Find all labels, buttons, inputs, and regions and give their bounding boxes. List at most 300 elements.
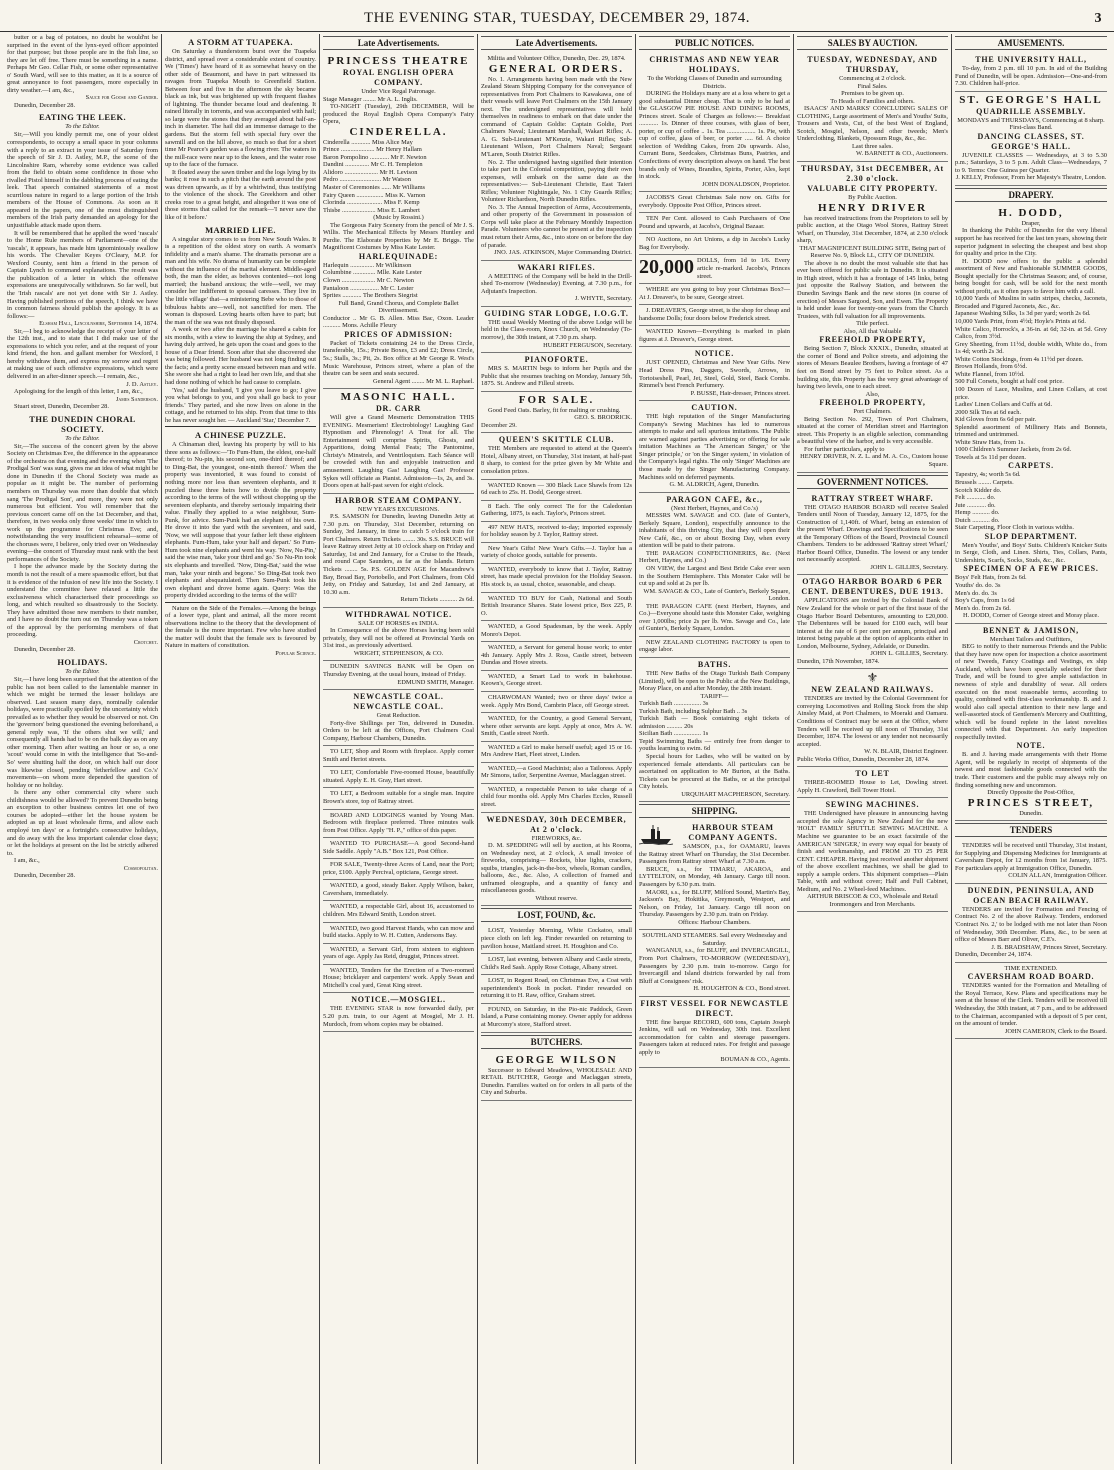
tenders-signature: COLIN ALLAN, Immigration Officer. xyxy=(1008,872,1107,880)
harbour-subtitle: NEW YEAR'S EXCURSIONS. xyxy=(357,505,440,513)
wilson-name: GEORGE WILSON xyxy=(495,1053,618,1066)
bennet-subtitle: Merchant Tailors and Outfitters, xyxy=(989,635,1073,643)
holidays-heading: HOLIDAYS. xyxy=(57,657,108,668)
driver-name: HENRY DRIVER xyxy=(817,201,928,214)
choral-body: I hope the advance made by the Society during the month is not the result of a mere spasmodic effort, but that it is evidence of the infusion of new life into the Society. I understand the committee have relaxed a little the exclusiveness which characterised their proceedings so long, and which resulted so disastrously to the Society. They have admitted those new members to their number, and I have no doubt the turn out on Thursday was a token of the approval by the performing members of that proceeding. xyxy=(7,563,158,639)
small-ad-text: WANTED, a Servant for general house work; to enter 4th January. Apply Mrs J. Ross, Castle street, between Dundas and Howe streets. xyxy=(481,644,632,667)
caution-body: THE high reputation of the Singer Manufacturing Company's Sewing Machines has led to numerous attempts to make and sell spurious imitations. The Public are warned against parties advertising or offering for sale imitation Machines as 'The American Singer,' or 'the Singer principle,' or 'on the Singer system,' in violation of the Company's legal rights. The only 'Singer' Machines are those made by the Singer Manufacturing Company. Machines sold on deferred payments. xyxy=(639,413,790,481)
ballet-note: Full Band, Grand Chorus, and Complete Ballet Divertissement. xyxy=(338,299,459,315)
sale-last: Last three sales. xyxy=(852,142,893,150)
small-ad-text: LOST, in Regent Road, on Christmas Eve, a Coat with superintendent's Book in pocket. Finder rewarded on returning it to H. Raw, office, Graham street. xyxy=(481,977,632,1000)
specimen-list: Boys' Felt Hats, from 2s 6d. Youths' do. do. 3s Men's do. do. 3s Boy's Caps, from 1s 6d Men's do. from 2s 6d. xyxy=(955,574,1027,612)
dancing-title: DANCING CLASSES, ST. GEORGE'S HALL. xyxy=(977,131,1085,151)
leek-close: Apologising for the length of this letter, I am, &c., xyxy=(14,388,143,396)
dodd-price-list: 10,000 Yards of Muslins in satin stripes, checks, Jaconets, Brocaded and Figured Jaconets, &c., &c. Japanese Washing Silks, 1s 3d per yard; worth 2s 6d. 10,000 Yards Print, from 4½d; Hoyle's Prints at 6d. White Calico, Horrock's, a 36-in. at 6d; 32-in. at 5d. Grey Calico, from 3½d. Grey Sheeting, from 11½d, double width, White do., from 1s 4d; worth 2s 3d. White Cotton Stockings, from 4s 11½d per dozen. Brown Hollands, from 6½d. White Flannel, from 10½d. 500 Full Corsets, bought at half cost price. 100 Dozen of Lace, Muslins, and Linen Collars, at cost price. Ladies' Linen Collars and Cuffs at 6d. 2000 Silk Ties at 6d each. Kid Gloves from 6s 6d per pair. Splendid assortment of Millinery Hats and Bonnets, trimmed and untrimmed. White Straw Hats, from 1s. 1000 Children's Summer Jackets, from 2s 6d. Towels at 5s 11d per dozen. xyxy=(955,295,1107,461)
withdrawal-body: In Consequence of the above Horses having been sold privately, they will not be offered at Provincial Yards on 31st inst., as previously advertised. xyxy=(323,627,474,650)
holidays-signature: Cosmopolitan. xyxy=(123,864,158,872)
property-sale-method: By Public Auction. xyxy=(848,194,897,202)
sewing-ad xyxy=(797,798,948,912)
quadrille-title: QUADRILLE ASSEMBLY. xyxy=(976,106,1086,116)
st-george-ad xyxy=(955,92,1107,186)
sewing-title: SEWING MACHINES. xyxy=(825,800,920,810)
coal-subtitle: Great Reduction. xyxy=(376,712,421,720)
wanganui-text: WANGANUI, s.s., for BLUFF, and INVERCARGILL, From Port Chalmers, TO-MORROW (WEDNESDAY), Passengers by 2.30 p.m. train to-morrow. Cargo for Invercargill and Island districts forwarded by rail from Bluff at Consignees' risk. xyxy=(639,947,790,985)
wakari-title: WAKARI RIFLES. xyxy=(517,262,596,272)
time-extended: TIME EXTENDED. xyxy=(1004,964,1058,972)
railways-body: TENDERS are invited by the Colonial Government for conveying Locomotives and Rolling Stock from the ship Ainsley Maid, at Port Chalmers, to Moeraki and Oamaru. Conditions of Contract may be seen at the Office, where Tenders will be received up till noon of Thursday, 31st December, 1874. The lowest or any tender not necessarily accepted. xyxy=(797,695,948,748)
orders-body: No. 1. Arrangements having been made with the New Zealand Steam Shipping Company for the conveyance of representatives from Port Chalmers to Kawakawa, one of their vessels will leave Port Chalmers on the 15th January next. The undersigned representatives will hold themselves in readiness to embark on that date under the command of Captain Goldie: Captain Goldie, Port Chalmers Naval; Lieutenant Marshall, Wakari Rifles; A. A. G. Sub-Lieutenant M'Kenzie, Wakari Rifles; Sub-Lieutenant Wilson, Port Chalmers Naval; Sergeant M'Laren, South District Rifles. xyxy=(481,75,632,159)
small-ad-text: FOR SALE, Twenty-three Acres of Land, near the Port; price, £100. Apply Percival, opticians, George street. xyxy=(323,861,474,876)
bennet-title: BENNET & JAMISON, xyxy=(983,625,1079,635)
small-ad xyxy=(481,501,632,522)
piano-ad xyxy=(481,353,632,392)
shipping-heading: SHIPPING. xyxy=(639,804,790,818)
paragon-text: THE PARAGON CAFE (next Herbert, Haynes, and Co.)—Everyone should taste this Monster Cake, weighing over 1,000lbs; price 2s per lb. Wm. Savage and Co., late of Gunter's, Berkely Square, London. xyxy=(639,602,790,633)
juvenile-body: JUVENILE CLASSES — Wednesdays, at 3 to 5.30 p.m.; Saturdays, 3 to 5 p.m. Adult Class—Wednesdays, 7 to 9. Terms: One Guinea per Quarter. xyxy=(955,151,1107,174)
columns xyxy=(4,34,1110,1464)
small-ad-text: New Year's Gifts! New Year's Gifts.—J. Taylor has a variety of choice goods, suitable for presents. xyxy=(481,544,632,560)
holidays-body: Sir,—I have long been surprised that the attention of the public has not been called to the lamentable manner in which we might be termed the lesser holidays are observed. Last season many days, nominally calendar holidays, were practically spoiled by the uncertainty which prevailed as to whether they would be observed or not. On the 'governors' being questioned the evening beforehand, a general reply was, 'If the others shut we will,' and consequently all hands had to be on the balk day as on any other morning. Then after waiting an hour or so, a one 'scout' would come in with the intelligence that 'So-and-So' were shutting half the door, on which half our door was likewise closed, pending 'fetherfellow and Co.'s' movements—on whom more depended the question of holiday or no holiday. xyxy=(7,676,158,789)
tenders-ad xyxy=(955,840,1107,884)
sale-note: To Heads of Families and others. xyxy=(830,97,915,105)
savings-signature: EDMUND SMITH, Manager. xyxy=(397,678,474,686)
property-sale-title: VALUABLE CITY PROPERTY. xyxy=(807,184,938,194)
newcastle-signature: BOUMAN & CO., Agents. xyxy=(720,1056,790,1064)
puzzle-heading: A CHINESE PUZZLE. xyxy=(194,430,287,441)
coal-body: Forty-five Shillings per Ton, delivered in Dunedin. Orders to be left at the Offices, Port Chalmers Coal Company, Harbour Chambers, Dunedin. xyxy=(323,719,474,742)
small-ad xyxy=(323,810,474,839)
debentures-body: APPLICATIONS are invited by the Colonial Bank of New Zealand for the whole or part of the first issue of the Otago Harbor Board Debentures, amounting to £20,000. The Debentures will be issued for £100 each, will bear interest at the rate of 6 per cent per annum, principal and interest being payable at the option of applicants either in London, Melbourne, Sydney, Adelaide, or Dunedin. xyxy=(797,597,948,650)
masonic-ad xyxy=(323,389,474,493)
newcastle-ad xyxy=(639,997,790,1068)
caversham-ad xyxy=(955,963,1107,1039)
harbour-office: Offices: Harbour Chambers. xyxy=(678,918,751,926)
forsale-ad xyxy=(481,392,632,434)
small-ad-text: WANTED, a respectable Girl, about 16, accustomed to children. Mrs Edward Smith, London street. xyxy=(323,903,474,919)
section-heading: Late Advertisements. xyxy=(481,36,632,50)
bennet-ad xyxy=(955,624,1107,821)
small-ad-text: TO LET, a Bedroom suitable for a single man. Inquire Brown's store, top of Rattray street. xyxy=(323,790,474,806)
section-heading: SALES BY AUCTION. xyxy=(797,36,948,50)
southland-ad xyxy=(639,930,790,996)
small-ad xyxy=(323,767,474,788)
choral-body: Sir,—The success of the concert given by the above Society on Christmas Eve, the difference in the appearance of the orchestra on that evening and the evening when 'The Prodigal Son' was sung, gives me an idea of what might be done in Dunedin if the Choral Society was made as popular as it might be. The number of performing members on Thursday was more than double that which sang 'The Prodigal Son', and more, they were not only numerous but efficient. You will remember that the previous concert came off on the 1st December, and that, therefore, in two weeks only three weeks' time in which to work up the programme for Christmas Eve; and, notwithstanding the very insufficient rehearsal—some of the choruses were, I believe, only tried over on Wednesday evening—the concert of Thursday must rank with the best performances of the Society. xyxy=(7,442,158,563)
withdrawal-title: WITHDRAWAL NOTICE. xyxy=(345,609,452,619)
wakari-signature: J. WHYTE, Secretary. xyxy=(574,295,632,303)
withdrawal-signature: WRIGHT, STEPHENSON, & CO. xyxy=(353,649,444,657)
small-ad xyxy=(481,480,632,501)
theatre-patronage: Under Vice Regal Patronage. xyxy=(361,88,436,95)
small-ad xyxy=(323,944,474,965)
tenders-body: TENDERS will be received until Thursday, 31st instant, for Supplying and Dispensing Medicines for Immigrants at Caversham Depot, for 12 months from 1st January, 1875. For particulars apply at Immigration Office, Dunedin. xyxy=(955,842,1107,872)
conductor: Conductor .. Mr G. B. Allen. Miss Bac, Oxon. Leader ........... Mons. Achille Fleury xyxy=(323,314,474,330)
debentures-signature: JOHN L. GILLIES, Secretary. xyxy=(870,650,948,658)
withdrawal-ad xyxy=(323,608,474,662)
rattray-title: RATTRAY STREET WHARF. xyxy=(811,493,934,503)
dodd-name: H. DODD, xyxy=(998,206,1064,219)
small-ad-text: WANTED TO PURCHASE—A good Second-hand Side Saddle. Apply "A.B." Box 121, Post Office. xyxy=(323,840,474,855)
harbour-ad xyxy=(323,494,474,608)
leek-signature: James Sanderson. xyxy=(115,395,158,403)
st-george-title: ST. GEORGE'S HALL xyxy=(959,93,1103,106)
leek-letter-signature: J. D. Astley. xyxy=(126,380,158,388)
sale-time: Commencing at 2 o'clock. xyxy=(839,75,906,82)
railways-title: NEW ZEALAND RAILWAYS. xyxy=(811,685,934,695)
letter-signature: Sauce for Goose and Gander. xyxy=(85,94,158,102)
small-ad-text: TO LET, Comfortable Five-roomed House, beautifully situated. Apply E. H. Gray, Hart street. xyxy=(323,769,474,784)
leek-body: It will be remembered that he applied the word 'rascals' to the Home Rule members of Parliament—one of the 'rascals', it appears, has made him ignominiously swallow his words. The Chevalier Keyes O'Cleary, M.P. for Wexford County, sent him a friend in the person of Captain Lynch to command explanations. The result was the publication of a letter in which the offensive expressions are unequivocally withdrawn. So far well, but the 'Irish rascals' are not yet done with Sir J. Astley. Having published portions of the speech, I think we have in common fairness should publish the apology. It is as follows:— xyxy=(7,229,158,320)
mosgiel-title: NOTICE.—MOSGIEL. xyxy=(351,995,446,1005)
fireworks-body: D. M. SPEDDING will sell by auction, at his Rooms, on Wednesday next, at 2 o'clock, A small invoice of fireworks, comprising— Rockets, blue lights, crackers, squibs, triangles, jack-in-the-box, wheels, Roman candles, balloons, &c., &c. Also, A collection of framed and unframed oleographs, and a quantity of fancy and miscellaneous goods. xyxy=(481,842,632,895)
clothing-sale-ad xyxy=(797,53,948,162)
university-hall-ad xyxy=(955,53,1107,92)
orders-signature: JNO. JAS. ATKINSON, Major Commanding District. xyxy=(494,249,632,257)
married-heading: MARRIED LIFE. xyxy=(205,224,276,235)
caution-title: CAUTION. xyxy=(691,403,738,413)
paragon-subtitle: (Next Herbert, Haynes, and Co.'s) xyxy=(671,504,758,512)
xmas-title: CHRISTMAS AND NEW YEAR HOLIDAYS. xyxy=(649,55,780,74)
piano-body: MRS S. MARTIN begs to inform her Pupils and the Public that she resumes teaching on Monday, January 5th, 1875. St. Andrew and Filleul streets. xyxy=(481,365,632,388)
butchers-heading: BUTCHERS. xyxy=(481,1035,632,1049)
small-ad-text: WANTED, everybody to know that J. Taylor, Rattray street, has made special provision for the Holiday Season. His stock is, as usual, choice, seasonable, and cheap. xyxy=(481,565,632,588)
samson-text: SAMSON, p.s., for OAMARU, leaves the Rattray street Wharf on Thursday, the 31st December. Passengers from Rattray street Wharf at 7.30 a.m. xyxy=(639,843,790,866)
married-body: 'Yes,' said the husband, 'I give you leave to go; I give you what belongs to you, and you shall go back to your friends.' They parted, and she now lives on alone in the cottage, and he returned to his ship. From that time to this he has never sought her. — Auckland 'Star,' December 7. xyxy=(165,386,316,424)
debentures-date: Dunedin, 17th November, 1874. xyxy=(797,657,880,665)
dreaver-ad xyxy=(639,284,790,305)
savings-body: DUNEDIN SAVINGS BANK will be Open on Thursday Evening, at the usual hours, instead of Friday. xyxy=(323,663,474,678)
freehold-body: Being Section No. 292, Town of Port Chalmers, situated at the corner of Meridian street and Harrington street. This Property is an eligible selection, commanding a beautiful view of the harbor, and is very accessible. xyxy=(797,415,948,446)
savings-ad xyxy=(323,661,474,690)
notice-title: NOTICE. xyxy=(694,349,735,359)
orders-body: No. 2. The undersigned having signified their intention to take part in the Colonial competition, paying their own expenses, will embark on the same date as the representatives:— Sub-Lieutenant Christie, East Taieri Rifles; Volunteer Nightingale, No. 1 City Guards Rifles; Volunteer Richardson, North Dunedin Rifles. xyxy=(481,158,632,204)
tolet-body: THREE-ROOMED House to Let, Dowling street. Apply H. Crawford, Bell Tower Hotel. xyxy=(797,779,948,794)
scenery-credits: The Gorgeous Fairy Scenery from the pencil of Mr J. S. Willis. The Mechanical Effects by Messrs Huntley and Purdie. The Elaborate Properties by Mr E. Briggs. The Magnificent Costumes by Miss Kate Lester. xyxy=(323,221,474,252)
leek-letter: Sir,—I beg to acknowledge the receipt of your letter of the 12th inst., and to state that I did make use of the expressions to which you refer, and at the request of your kind friend, the hon. and gallant member for Wexford, I hereby withdraw them, and express my sorrow and regret at making use of such offensive expressions, which were delivered in an after-dinner speech.—I remain, &c., xyxy=(7,327,158,380)
caution-ad xyxy=(639,401,790,492)
small-ad-text: WANTED, a Good Spadesman, by the week. Apply Monro's Depot. xyxy=(481,623,632,638)
sale-premises: Premises to be given up. xyxy=(841,90,904,98)
southland-title: SOUTHLAND STEAMERS. Sail every Wednesday and Saturday. xyxy=(642,932,787,947)
masonic-performer: DR. CARR xyxy=(375,404,422,414)
column-2 xyxy=(162,34,320,1464)
column-4 xyxy=(478,34,636,1464)
small-ad xyxy=(481,692,632,713)
small-ad xyxy=(323,746,474,767)
puzzle-body: A Chinaman died, leaving his property by will to his three sons as follows:—'To Fum-Hum, the eldest, one-half thereof; to Nu-pin, his second son, one-third thereof; and to Ding-Bat, the youngest, one-ninth thereof.' When the property was inventoried, it was found to consist of nothing more nor less than seventeen elephants, and it puzzled these three heirs how to divide the property according to the terms of the will without chopping up the seventeen elephants, and thereby seriously impairing their value. Finally they applied to a wise neighbour, Sum-Punk, for advice. Sum-Punk had an elephant of his own. He drove it into the yard with the seventeen, and said, 'Now, we will suppose that your father left these eighteen elephants. Fum-Hum, take your half and depart.' So Fum-Hum took nine elephants and went his way. 'Now, Nu-Pin,' said the wise man, 'take your third and go.' So Nu-Pin took six elephants and travelled. 'Now, Ding-Bat,' said the wise man, 'take your ninth and begone.' So Ding-Bat took two elephants and absquatulated. Then Sum-Punk took his own elephant and drove home again. Query: Was the property divided according to the terms of the will? xyxy=(165,441,316,600)
drapery-heading: DRAPERY. xyxy=(955,188,1107,202)
kelly-signature: J. KELLY, Professor, From her Majesty's Theatre, London. xyxy=(955,174,1107,182)
harbour-agents-ad xyxy=(639,821,790,930)
holidays-close: I am, &c., xyxy=(14,857,40,865)
driver-description: The above is no doubt the most valuable site that has ever been offered for public sale in Dunedin. It is situated in High street, which it has a frontage of 145 links, being just opposite the Railway Station, and between the Dunedin Savings Bank and the new stores (in course of erection) of Messrs Sargood, Son, and Ewen. The Property is held under lease for twenty-one years from the Church Trustees, with full valuation for all improvements. xyxy=(797,259,948,320)
small-ad xyxy=(481,763,632,784)
xmas-ad xyxy=(639,53,790,192)
storm-body: It floated away the sawn timber and the logs lying by its banks; it rose in such a pitch that the earth around the post was driven upwards, as if by a whirlwind, thus testifying to the violence of the shock. The Greekhorn and other creeks rose to a great height, and altogether it was one of those storms that called for the remark—'I never saw the like of it before.' xyxy=(165,168,316,222)
peninsula-title: DUNEDIN, PENINSULA, AND OCEAN BEACH RAILWAY. xyxy=(967,885,1095,905)
note-address: Directly Opposite the Post-Office, xyxy=(987,789,1075,797)
dreaver-ad xyxy=(639,305,790,326)
railways-signature: W. N. BLAIR, District Engineer. xyxy=(864,748,948,756)
small-ad-text: WANTED TO BUY for Cash, National and South British Insurance Shares. State lowest price, Box 225, P. O. xyxy=(481,594,632,617)
debentures-title: OTAGO HARBOR BOARD 6 PER CENT. DEBENTURES, DUE 1913. xyxy=(801,577,944,597)
quadrille-body: MONDAYS and THURSDAYS, Commencing at 8 sharp. xyxy=(957,116,1105,124)
small-ad xyxy=(481,621,632,642)
government-heading: GOVERNMENT NOTICES. xyxy=(797,475,948,489)
column-1 xyxy=(4,34,162,1464)
note-title: NOTE. xyxy=(1016,741,1046,751)
choral-date: Dunedin, December 28. xyxy=(14,646,76,654)
dreaver-text: J. DREAVER'S, George street, is the shop for cheap and handsome Dolls; four doors below Frederick street. xyxy=(639,307,790,322)
star-lodge-title: GUIDING STAR LODGE, I.O.G.T. xyxy=(484,308,629,318)
leek-heading: EATING THE LEEK. xyxy=(38,112,127,123)
xmas-body: DURING the Holidays many are at a loss where to get a good substantial Dinner cheap. That is only to be had at the GLASGOW PIE HOUSE AND DINING ROOMS, Princes street. Scale of Charges as follows:— Breakfast ............ 1s. Dinner of three courses, with glass of beer, porter, or cup of coffee .. 1s. Tea .................. 1s. Pie, with cup of coffee, glass of beer, or porter ..... 6d. A choice selection of Wedding Cakes, from 20s upwards. Also, Currant Buns, Seedcakes, Christmas Buns, Pastries, and Confections of every description always on hand. The best brands only of Wines, Brandies, Spirits, Porter, Ales, kept in stock. xyxy=(639,90,790,181)
small-ad-text: WANTED a Girl to make herself useful; aged 15 or 16. Mrs Andrew Hart, Fleet street, Linden. xyxy=(481,743,632,759)
section-heading: AMUSEMENTS. xyxy=(955,36,1107,50)
debentures-ad xyxy=(797,575,948,669)
masthead xyxy=(0,6,1114,32)
notice-ad xyxy=(639,347,790,401)
coal-title: NEWCASTLE COAL. NEWCASTLE COAL. xyxy=(353,692,444,712)
tolet-title: TO LET xyxy=(855,769,890,779)
fireworks-title: FIREWORKS, &c. xyxy=(531,834,582,842)
small-ad xyxy=(481,671,632,692)
small-ad-text: LOST, Yesterday Morning, White Cockatoo, small piece cloth on left leg. Finder rewarded on returning to pavilion house, Maitland street. H. Houghton and Co. xyxy=(481,927,632,950)
xmas-signature: JOHN DONALDSON, Proprietor. xyxy=(701,180,790,188)
mosgiel-body: THE EVENING STAR is now forwarded daily, per 5.20 p.m. train, to our Agent at Mosgiel, Mr J. H. Murdoch, from whom copies may be obtained. xyxy=(323,1005,474,1028)
small-ad-text: FOUND, on Saturday, in the Pio-nic Paddock, Green Island, a Purse containing money. Owner apply for address at Murcomy's store, Stafford street. xyxy=(481,1005,632,1028)
slop-body: Men's Youths', and Boys' Suits. Children's Knicker Suits in Serge, Cloth, and Linen. Shirts, Ties, Collars, Pants, Undershirts, Scarfs, Socks, Studs, &c., &c. xyxy=(955,541,1107,564)
harlequinade-title: HARLEQUINADE: xyxy=(358,251,439,261)
small-ad-text: WANTED, a Servant Girl, from sixteen to eighteen years of age. Apply Jas Reid, druggist, Princes street. xyxy=(323,945,474,961)
small-ad xyxy=(481,784,632,813)
fireworks-reserve: Without reserve. xyxy=(535,894,578,902)
nz-clothing-text: NEW ZEALAND CLOTHING FACTORY is open to engage labor. xyxy=(639,638,790,654)
paragon-text: ON VIEW, the Largest and Best Bride Cake ever seen in the Southern Hemisphere. This Monster Cake will be cut up and sold at 2s per lb. xyxy=(639,564,790,588)
tariff-title: TARIFF— xyxy=(700,692,729,700)
lost-found-list xyxy=(481,925,632,1032)
nz-clothing-ad xyxy=(639,637,790,658)
dreaver-text: WANTED Known—Everything is marked in plain figures at J. Dreaver's, George street. xyxy=(639,328,790,343)
driver-site: THAT MAGNIFICENT BUILDING SITE, Being part of Reserve No. 9, Block LL, CITY OF DUNEDIN. xyxy=(799,244,946,260)
small-ad xyxy=(323,901,474,922)
small-ad-text: WANTED, for the Country, a good General Servant, where other servants are kept. Apply at once, Mrs A. W. Smith, Castle street North. xyxy=(481,715,632,738)
peninsula-ad xyxy=(955,884,1107,963)
tariff-list: Turkish Bath ................. 3s Turkish Bath, including Sulphur Bath .. 3s Turkish Bath — Book containing eight tickets of admission .......... 20s Sicilian Bath ................. 1s Tepid Swimming Baths — entirely free from danger to youths learning to swim. 6d xyxy=(639,700,790,753)
rattray-ad xyxy=(797,492,948,576)
married-body: A week or two after the marriage he shared a cabin for six months, with a view to leaving the ship at Sydney, and having duly arrived, he gets upon the coast and goes to the house of a Dear friend. Soon after that she discovered she was being followed. Her husband was not long finding out the facts; and a pretty scene ensued between man and wife. She swore she had a right to lead her own life, and that she had done nothing of which he had cause to complain. xyxy=(165,326,317,386)
leek-body: Sir,—Will you kindly permit me, one of your oldest correspondents, to occupy a small space in your columns with a reply to an extract in your issue of Saturday from the speech of Sir J. D. Astley, M.P., the scene of the Lincolnshire Ram, whereby some evidence was called from the field to obtain some confidence in those who rivalled Pistol himself in the dabbling process of eating the leek. That speech contained statements of a most scurrilous nature in regard to a large portion of the Irish members of the House of Commons. As soon as it appeared in the papers, one of the most distinguished members of the Irish party demanded an apology for the unjustifiable attack made upon them. xyxy=(7,131,158,230)
dodd-ad xyxy=(955,205,1107,624)
jacobs-ad xyxy=(639,192,790,213)
paragon-signature: WM. SAVAGE & CO., Late of Gunter's, Berkely Square, London. xyxy=(643,587,790,603)
dodd-signature: H. DODD, Corner of George street and Moray place. xyxy=(963,612,1099,620)
sale-signature: W. BARNETT & CO., Auctioneers. xyxy=(856,150,948,158)
also: Also, xyxy=(865,390,880,398)
carpets-list: Tapestry, 4s; worth 5s 6d. Brussels ........ Carpets. Scotch Kidder do. Felt ............ do. Jute ............ do. Hemp ........... do. Dutch ........... do. Stair Carpeting, Floor Cloth in various widths. xyxy=(955,471,1074,532)
skittle-title: QUEEN'S SKITTLE CLUB. xyxy=(498,435,615,445)
xmas-subtitle: To the Working Classes of Dunedin and surrounding Districts. xyxy=(647,75,782,90)
further-particulars: For further particulars, apply to xyxy=(804,445,885,453)
storm-body: On Saturday a thunderstorm burst over the Tuapeka district, and spread over a considerable extent of country. We ('Times') have heard of it as somewhat heavy on the other side of Beaumont, and have in part witnessed its ravages from Tuapeka Mouth to Greenfield Station. Between four and five in the afternoon the sky became black as ink, but was brightened up with frequent flashes of lightning. The thunder became loud and deafening. It rained literally in torrents, and was accompanied with hail; so large were the stones that they averaged about half-an-inch in diameter. The hail did an immense damage to the gardens. But the storm fell with special fury over the sawmill and on the hill above, so much so that for a short time Mr Pearce's garden was a flowing river. The waters in the mill-race were near up to the knees, and the water rose up to the face of the furnace. xyxy=(165,48,316,169)
sale-date: TUESDAY, WEDNESDAY, AND THURSDAY, xyxy=(807,55,938,74)
baths-signature: URQUHART MACPHERSON, Secretary. xyxy=(681,790,790,798)
orders-ad xyxy=(481,53,632,261)
column-7 xyxy=(952,34,1110,1464)
coal-ad xyxy=(323,690,474,746)
jacobs-text: JACOBS'S Great Christmas Sale now on. Gifts for everybody. Opposite Post Office, Princes street. xyxy=(639,194,790,209)
slop-title: SLOP DEPARTMENT. xyxy=(984,531,1078,541)
small-ad xyxy=(481,742,632,763)
peninsula-signature: J. B. BRADSHAW, Princes Street, Secretary. xyxy=(991,943,1107,951)
females-credit: Popular Science. xyxy=(275,650,316,658)
freehold-body: Being Section 7, Block XXXIX., Dunedin, situated at the corner of Bond and Police streets, and adjoining the stores of Messrs Beaulee Brothers, having a frontage of 47 feet on Bond street by 75 feet to Police street. As a building site, this Property has the very great advantage of having two levels, one to each street. xyxy=(797,345,948,391)
caversham-title: CAVERSHAM ROAD BOARD. xyxy=(967,972,1095,982)
militia-office: Militia and Volunteer Office, Dunedin, Dec. 29, 1874. xyxy=(487,55,626,62)
harbour-title: HARBOR STEAM COMPANY. xyxy=(335,495,462,505)
railways-date: Public Works Office, Dunedin, December 28, 1874. xyxy=(797,755,930,763)
driver-body: has received instructions from the Proprietors to sell by public auction, at the Otago Wool Stores, Rattray Street Wharf, on Thursday, 31st December, 1874, at 2.30 o'clock sharp, xyxy=(797,214,948,245)
property-sale-ad xyxy=(797,162,948,473)
small-ad-text: WANTED Known — 300 Black Lace Shawls from 12s 6d each to 25s. H. Dodd, George street. xyxy=(481,481,632,497)
small-ad-text: WANTED,—a Good Machinist; also a Tailoress. Apply Mr Simons, tailor, Serpentine Avenue, Maclaggan street. xyxy=(481,764,632,780)
caversham-body: TENDERS wanted for the Formation and Metalling of the Royal Terrace, Kew. Plans and specifications may be seen at the house of the Clerk. Tenders will be received till Wednesday, the 30th instant, at 7 p.m., and to be addressed to the Chairman, accompanied with a deposit of 5 per cent, on the amount of tender. xyxy=(955,982,1107,1028)
small-ad xyxy=(323,838,474,859)
prices-title: PRICES OF ADMISSION: xyxy=(344,329,453,339)
small-ad xyxy=(481,543,632,564)
lost-found-heading: LOST, FOUND, &c. xyxy=(481,908,632,922)
freehold-location: Port Chalmers. xyxy=(853,408,892,416)
prices-body: Packet of Tickets containing 24 to the Dress Circle, transferable, 15s.; Private Boxes, £3 and £2; Dress Circle, 5s.; Stalls, 3s.; Pit, 2s. Box office at Mr George R. West's Music Warehouse, Princes street, where a plan of the theatre can be seen and seats secured. xyxy=(323,339,474,378)
harbour-body: P.S. SAMSON for Dunedin, leaving Dunedin Jetty at 7.30 p.m. on Thursday, 31st December, returning on Sunday, 3rd January, in time to catch 5 o'clock train for Port Chalmers. Return Tickets ........ 30s. S.S. BRUCE will leave Rattray street Jetty at 10 o'clock sharp on Friday and Saturday, 1st and 2nd January, for a Cruise to the Heads, and round Cape Saunders, as far as the Islands. Return Tickets ........ 5s. P.S. GOLDEN AGE for Macandrew's Bay, Broad Bay, Portobello, and Port Chalmers, from Old Jetty, on Friday and Saturday, 1st and 2nd January, at 10.30 a.m. xyxy=(323,513,474,596)
small-ad xyxy=(481,925,632,954)
star-lodge-signature: HUBERT FERGUSON, Secretary. xyxy=(543,341,632,349)
university-body: To-day, from 2 p.m. till 10 p.m. In aid of the Building Fund of Dunedin, will be open. Admission—One-and-from 7.30. Children half-price. xyxy=(955,65,1107,88)
divider xyxy=(165,602,316,603)
baths-ad xyxy=(639,658,790,802)
cinderella-title: CINDERELLA. xyxy=(349,125,448,138)
dodd-body: In thanking the Public of Dunedin for the very liberal support he has received for the last ten years, showing their superior judgment in selecting the cheapest and best shop for quality and price in the City. xyxy=(955,227,1107,258)
divider xyxy=(165,426,316,427)
wakari-body: A MEETING of the Company will be held in the Drill-shed To-morrow (Wednesday) Evening, at 7.30 p.m., for Adjutant's Inspection. xyxy=(481,272,632,295)
wakari-ad xyxy=(481,261,632,307)
column-6 xyxy=(794,34,952,1464)
small-ad-text: TO LET, Shop and Room with fireplace. Apply corner Smith and Heriot streets. xyxy=(323,748,474,763)
choral-heading: THE DUNEDIN CHORAL SOCIETY. xyxy=(29,413,136,434)
sewing-signature: ARTHUR BRISCOE & CO., Wholesale and Retail Ironmongers and Iron Merchants. xyxy=(807,893,938,908)
leek-date: Stuart street, Dunedin, December 28. xyxy=(14,403,109,411)
holidays-date: Dunedin, December 28. xyxy=(14,872,76,880)
small-ad-text: WANTED, Tenders for the Erection of a Two-roomed House; bricklayer and carpenters' work. Apply Swan and Mitchell's coal yard, Great King street. xyxy=(323,966,474,989)
small-ad xyxy=(323,923,474,944)
sewing-body: THE Undersigned have pleasure in announcing having accepted the sole Agency in New Zealand for the new 'HOLT' FAMILY SHUTTLE SEWING MACHINE. A Machine we guarantee to be an exact facsimile of the AMERICAN 'SINGER,' in every way equal for beauty of finish and workmanship, and FROM 20 TO 25 PER CENT. CHEAPER. Having just received another shipment of the above excellent machines, we shall be glad to supply a sample orders. This shipment comprises—Plain Table, with and without cover; Half and Full Cabinet, Medium, and No. 2 Wheel-feed Machines. xyxy=(797,810,948,893)
small-ad-text: BOARD AND LODGINGS wanted by Young Man. Bedroom with fireplace preferred. Three minutes walk from Post Office. Apply "H. P.," office of this paper. xyxy=(323,811,474,834)
column-5 xyxy=(636,34,794,1464)
carpets-title: CARPETS. xyxy=(1008,461,1054,471)
dolls-ad xyxy=(639,255,790,284)
masonic-body: Will give a Grand Mesmeric Demonstration THIS EVENING. Mesmerism! Electrobiology! Laughing Gas! Hypnotism and Phrenology! A Treat for all. The Entertainment will comprise Spirits, Ghosts, and Apparitions, doing Mental Feats; The Pantomime, Christy's Minstrels, and Ventriloquism. Each Séance will be crowded with fun and enjoyable instruction and amusement. Laughing Gas! Laughing Gas! Professor Sykes will officiate as Pianist. Admission—1s, 2s, and 3s. Doors open at half-past seven for eight o'clock. xyxy=(323,414,474,490)
theatre-tonight: TO-NIGHT (Tuesday), 29th DECEMBER, Will be produced the Royal English Opera Company's Fairy Opera, xyxy=(323,103,474,126)
music-credit: (Music by Rossini.) xyxy=(373,214,424,222)
leek-to: To the Editor. xyxy=(65,123,100,131)
coat-of-arms-icon: ⚜ xyxy=(866,670,879,686)
small-ad-text: 497 NEW HATS, received to-day; imported expressly for holiday season by J. Taylor, Rattray street. xyxy=(481,523,632,539)
forsale-signature: GEO. S. BRODRICK. xyxy=(574,414,632,422)
bruce-text: BRUCE, s.s., for TIMARU, AKAROA, and LYTTELTON, on Monday, 4th January. Cargo till noon. Passengers by 6.30 p.m. train. xyxy=(639,865,790,889)
baths-title: BATHS. xyxy=(697,660,732,669)
small-ad xyxy=(481,975,632,1004)
section-heading: Late Advertisements. xyxy=(323,36,474,50)
forsale-body: Good Feed Oats. Barley, fit for malting or crushing. xyxy=(488,406,621,414)
piano-title: PIANOFORTE. xyxy=(524,355,589,365)
dodd-draper: Draper, xyxy=(1021,219,1041,227)
small-ad xyxy=(481,564,632,593)
choral-to: To the Editor. xyxy=(65,434,100,442)
theatre-subtitle: ROYAL ENGLISH OPERA COMPANY. xyxy=(342,68,455,87)
paragon-ad xyxy=(639,493,790,637)
sale-body: ISAACS' AND MARKS' CONCLUDING SALES OF CLOTHING, Large assortment of Men's and Youths' Suits, Trousers and Vests, Cut, of the best West of England, Scotch, Mosgiel, Nelson, and other tweeds; Men's Underclothing, Blankets, Opossum Rugs, &c., &c. xyxy=(797,105,948,143)
page-number: 3 xyxy=(1094,10,1102,26)
fireworks-ad xyxy=(481,813,632,907)
dolls-text: DOLLS, from 1d to 1/6. Every article re-marked. Jacobs's, Princes street. xyxy=(697,257,790,280)
choral-signature: Crotchet. xyxy=(133,638,158,646)
dodd-body: H. DODD now offers to the public a splendid assortment of New and Fashionable SUMMER GOODS, Bought specially for the Christmas Season; and, of course, being bought for cash, will be sold for the next month without profit, as it often pays to favor him with a call. xyxy=(955,257,1107,295)
small-ad-text: LOST, last evening, between Albany and Castle streets, Child's Red Sash. Apply Rose Cottage, Albany street. xyxy=(481,956,632,971)
tolet-ad xyxy=(797,767,948,798)
jacobs-ad xyxy=(639,213,790,234)
small-ad-text: 8 Each. The only correct Tie for the Caledonian Gathering, 1875, is each. Taylor's, Princes street. xyxy=(481,502,632,518)
title-perfect: Title perfect. xyxy=(856,320,889,328)
withdrawal-subtitle: SALE OF HORSES ex INDIA. xyxy=(358,619,439,627)
small-ad-text: CHARWOMAN Wanted; two or three days' twice a week. Apply Mrs Bond, Cambrin Place, off George street. xyxy=(481,694,632,709)
small-ad xyxy=(481,954,632,975)
small-ad xyxy=(323,788,474,809)
wilson-body: Successor to Edward Meadows, WHOLESALE AND RETAIL BUTCHER, George and Maclaggan streets, Dunedin. Families waited on for orders in all parts of the City and Suburbs. xyxy=(481,1066,632,1097)
university-title: THE UNIVERSITY HALL, xyxy=(975,55,1087,64)
note-body: B. and J. having made arrangements with their Home Agent, will be regularly in receipt of shipments of the newest and most fashionable goods connected with the trade. Their customers and the public may always rely on finding something new and uncommon. xyxy=(955,751,1107,789)
also: Also, All that Valuable xyxy=(843,327,902,335)
skittle-body: THE Members are requested to attend at the Queen's Hotel, Albany street, on Thursday, 31st instant, at half-past 8 sharp, to contest for the prize given by Mr White and consolation prizes. xyxy=(481,445,632,475)
peninsula-body: TENDERS are invited for Formation and Fencing of Contract No. 2 of the above Railway. Tenders, endorsed 'Contract No. 2,' to be lodged with me not later than Noon of Wednesday, 30th December. Plans, &c., to be seen at office of Messrs Barr and Oliver, C.E's. xyxy=(955,905,1107,944)
maori-text: MAORI, s.s., for BLUFF, Milford Sound, Martin's Bay, Jackson's Bay, Hokitika, Greymouth, Westport, and Nelson, on Friday, 1st January. Cargo till noon on Thursday. Passengers by 2.30 p.m. train on Friday. xyxy=(639,888,790,919)
wilson-ad xyxy=(481,1052,632,1101)
cast-list: Cinderella ............ Miss Alice May Prince ..................... Mr Henry Hallam Baron Pompolino ............ Mr F. Newton Dandini ............... Mr C. H. Templeton Alidoro ..................... Mr H. Levison Pedro .......................... Mr Watson Master of Ceremonies ...... Mr Williams Fairy Queen ................. Miss K. Varnon Clorinda ...................... Miss F. Kemp Thisbe ..................... Miss E. Lambert xyxy=(323,138,427,214)
baths-more: Special hours for Ladies, who will be waited on by experienced female attendants. All particulars can be ascertained on application to Mr Burton, at the Baths. Tickets can be procured at the Baths, or at the principal City hotels. xyxy=(639,753,790,791)
small-ad xyxy=(323,965,474,994)
bennet-body: BEG to notify to their numerous Friends and the Public that they have now open for inspection a choice assortment of new Tweeds, Fancy Coatings and Vestings, ex ship Auckland, which have been specially selected for their Trade, and will be found to give ample satisfaction in newness of style and durability of wear. All orders executed on the most reasonable terms, according to quality, combined with first-class workmanship. B. and J. would also call special attention to their new large and well-assorted stock of Gentlemen's Mercery and Outfitting, which will be found replete in the latest novelties connected with that Department. An early inspection respectfully invited. xyxy=(955,643,1107,741)
small-ad-text: WANTED, a respectable Person to take charge of a child four months old. Apply Mrs Charles Eccles, Russell street. xyxy=(481,785,632,809)
masonic-title: MASONIC HALL. xyxy=(340,391,457,404)
steamship-icon xyxy=(639,823,673,845)
driver-signature: HENRY DRIVER, N. Z. L. and M. A. Co., Custom house Square. xyxy=(800,453,948,468)
section-heading: PUBLIC NOTICES. xyxy=(639,36,790,50)
paragon-text: THE PARAGON CONFECTIONERIES, &c. (Next Herbert, Haynes, and Co.) xyxy=(639,549,790,565)
freehold-title: FREEHOLD PROPERTY, xyxy=(819,398,926,408)
freehold-title: FREEHOLD PROPERTY, xyxy=(819,335,926,345)
dunedin-label: Dunedin. xyxy=(1019,809,1043,817)
mosgiel-ad xyxy=(323,993,474,1032)
theatre-agent: General Agent ........ Mr M. L. Raphael. xyxy=(373,377,474,385)
dreaver-text: WHERE are you going to buy your Christmas Box?—At J. Dreaver's, to be sure, George street. xyxy=(639,286,790,301)
jacobs-ad xyxy=(639,234,790,255)
married-body: A singular story comes to us from New South Wales. It is a repetition of the oldest story on earth. A woman's infidelity and a man's shame. The dramatis personæ are a man and his wife. No drama of humanity can be complete without the influence of the marital element. Middle-aged both, the man the elder, as behoves contented—not long married; the husband anxious; the wife—well, we may consider her indifferent to spousal caresses. They live in 'the little village' that—a ministering Bebe who to those of bibulous habits are—well, not sanctified for men. The woman is disposed. Loving hearts often have to part; but the man of the sea was not thusly disposed. xyxy=(165,235,316,326)
females-body: Nature on the Side of the Females.—Among the beings of a lower type, plant and animal, all the more recent observations incline to the theory that the development of the female is the more important. Few who have studied the matter will doubt that the female sex is favoured by Nature in matters of constitution. xyxy=(165,604,316,650)
small-ads-list xyxy=(481,480,632,813)
notice-signature: P. BUSSE, Hair-dresser, Princes street. xyxy=(690,389,790,397)
wanganui-signature: H. HOUGHTON & CO., Bond street. xyxy=(693,985,790,993)
letter-date: Dunedin, December 28. xyxy=(14,101,76,109)
princes-street: PRINCES STREET, xyxy=(967,796,1095,809)
paragon-text: MESSRS WM. SAVAGE and CO. (late of Gunter's, Berkely Square, London), respectfully announce to the inhabitants of this thriving City, that they will open their New Café, &c., on or about Boxing Day, when every attention will be paid to their patrons. xyxy=(639,512,790,550)
